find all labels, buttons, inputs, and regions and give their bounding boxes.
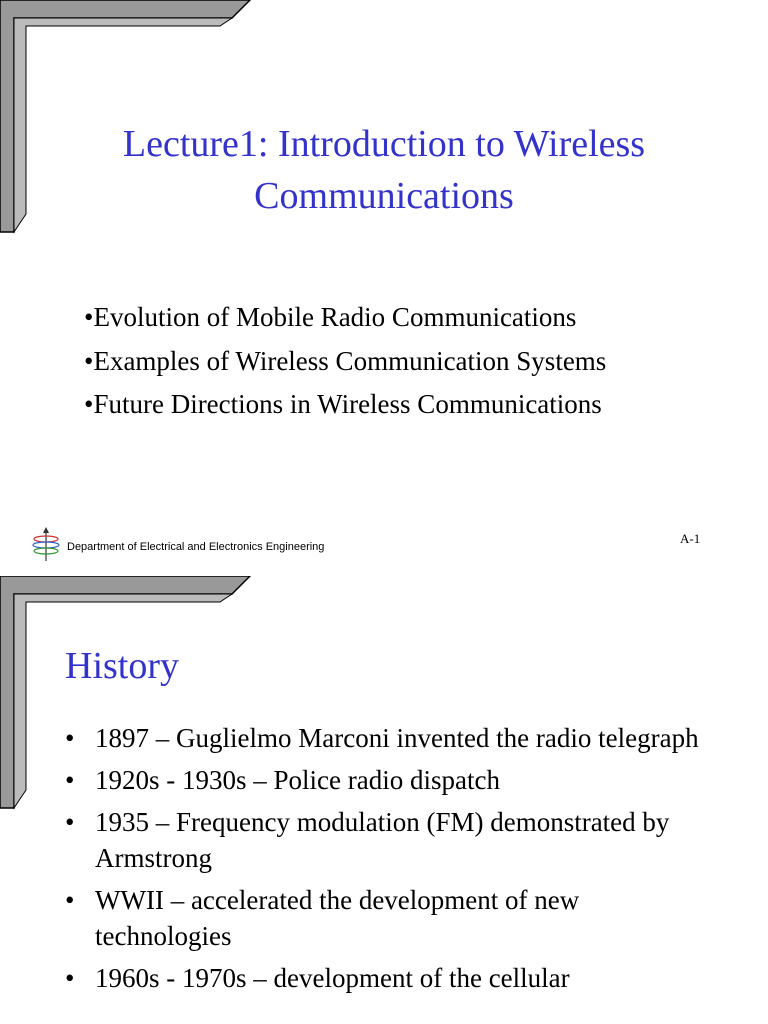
history-item: [65, 762, 705, 798]
history-item-text: 1935 – Frequency modulation (FM) demonstrated by Armstrong: [95, 807, 670, 873]
history-item: [65, 720, 705, 756]
history-item-text: WWII – accelerated the development of new technologies: [95, 885, 580, 951]
slide-title: [0, 118, 768, 222]
history-item-text: 1897 – Guglielmo Marconi invented the radio telegraph: [95, 723, 699, 753]
page-number: A-1: [680, 531, 701, 546]
slide-title-line-2: Communications: [254, 175, 514, 217]
history-item: [65, 960, 705, 996]
bullet-marker: •: [65, 765, 75, 795]
topic-item: •Future Directions in Wireless Communications: [84, 389, 602, 419]
history-item-text: 1920s - 1930s – Police radio dispatch: [95, 765, 500, 795]
footer-department: Department of Electrical and Electronics Engineering: [67, 541, 325, 553]
department-logo-icon: [30, 527, 62, 563]
topic-item: •Examples of Wireless Communication Systems: [84, 345, 607, 376]
topic-list: [84, 296, 606, 427]
slide-title: History: [65, 645, 179, 687]
bullet-marker: •: [65, 807, 75, 837]
bullet-marker: •: [65, 963, 75, 993]
bullet-marker: •: [65, 723, 75, 753]
topic-item: •Evolution of Mobile Radio Communications: [84, 302, 577, 332]
slide-2: [0, 576, 768, 1024]
history-list: [65, 720, 705, 1002]
history-item-text: 1960s - 1970s – development of the cellular: [95, 963, 570, 993]
history-item: [65, 804, 705, 876]
bullet-marker: •: [65, 885, 75, 915]
history-item: [65, 882, 705, 954]
slide-title-line-1: Lecture1: Introduction to Wireless: [122, 123, 646, 165]
